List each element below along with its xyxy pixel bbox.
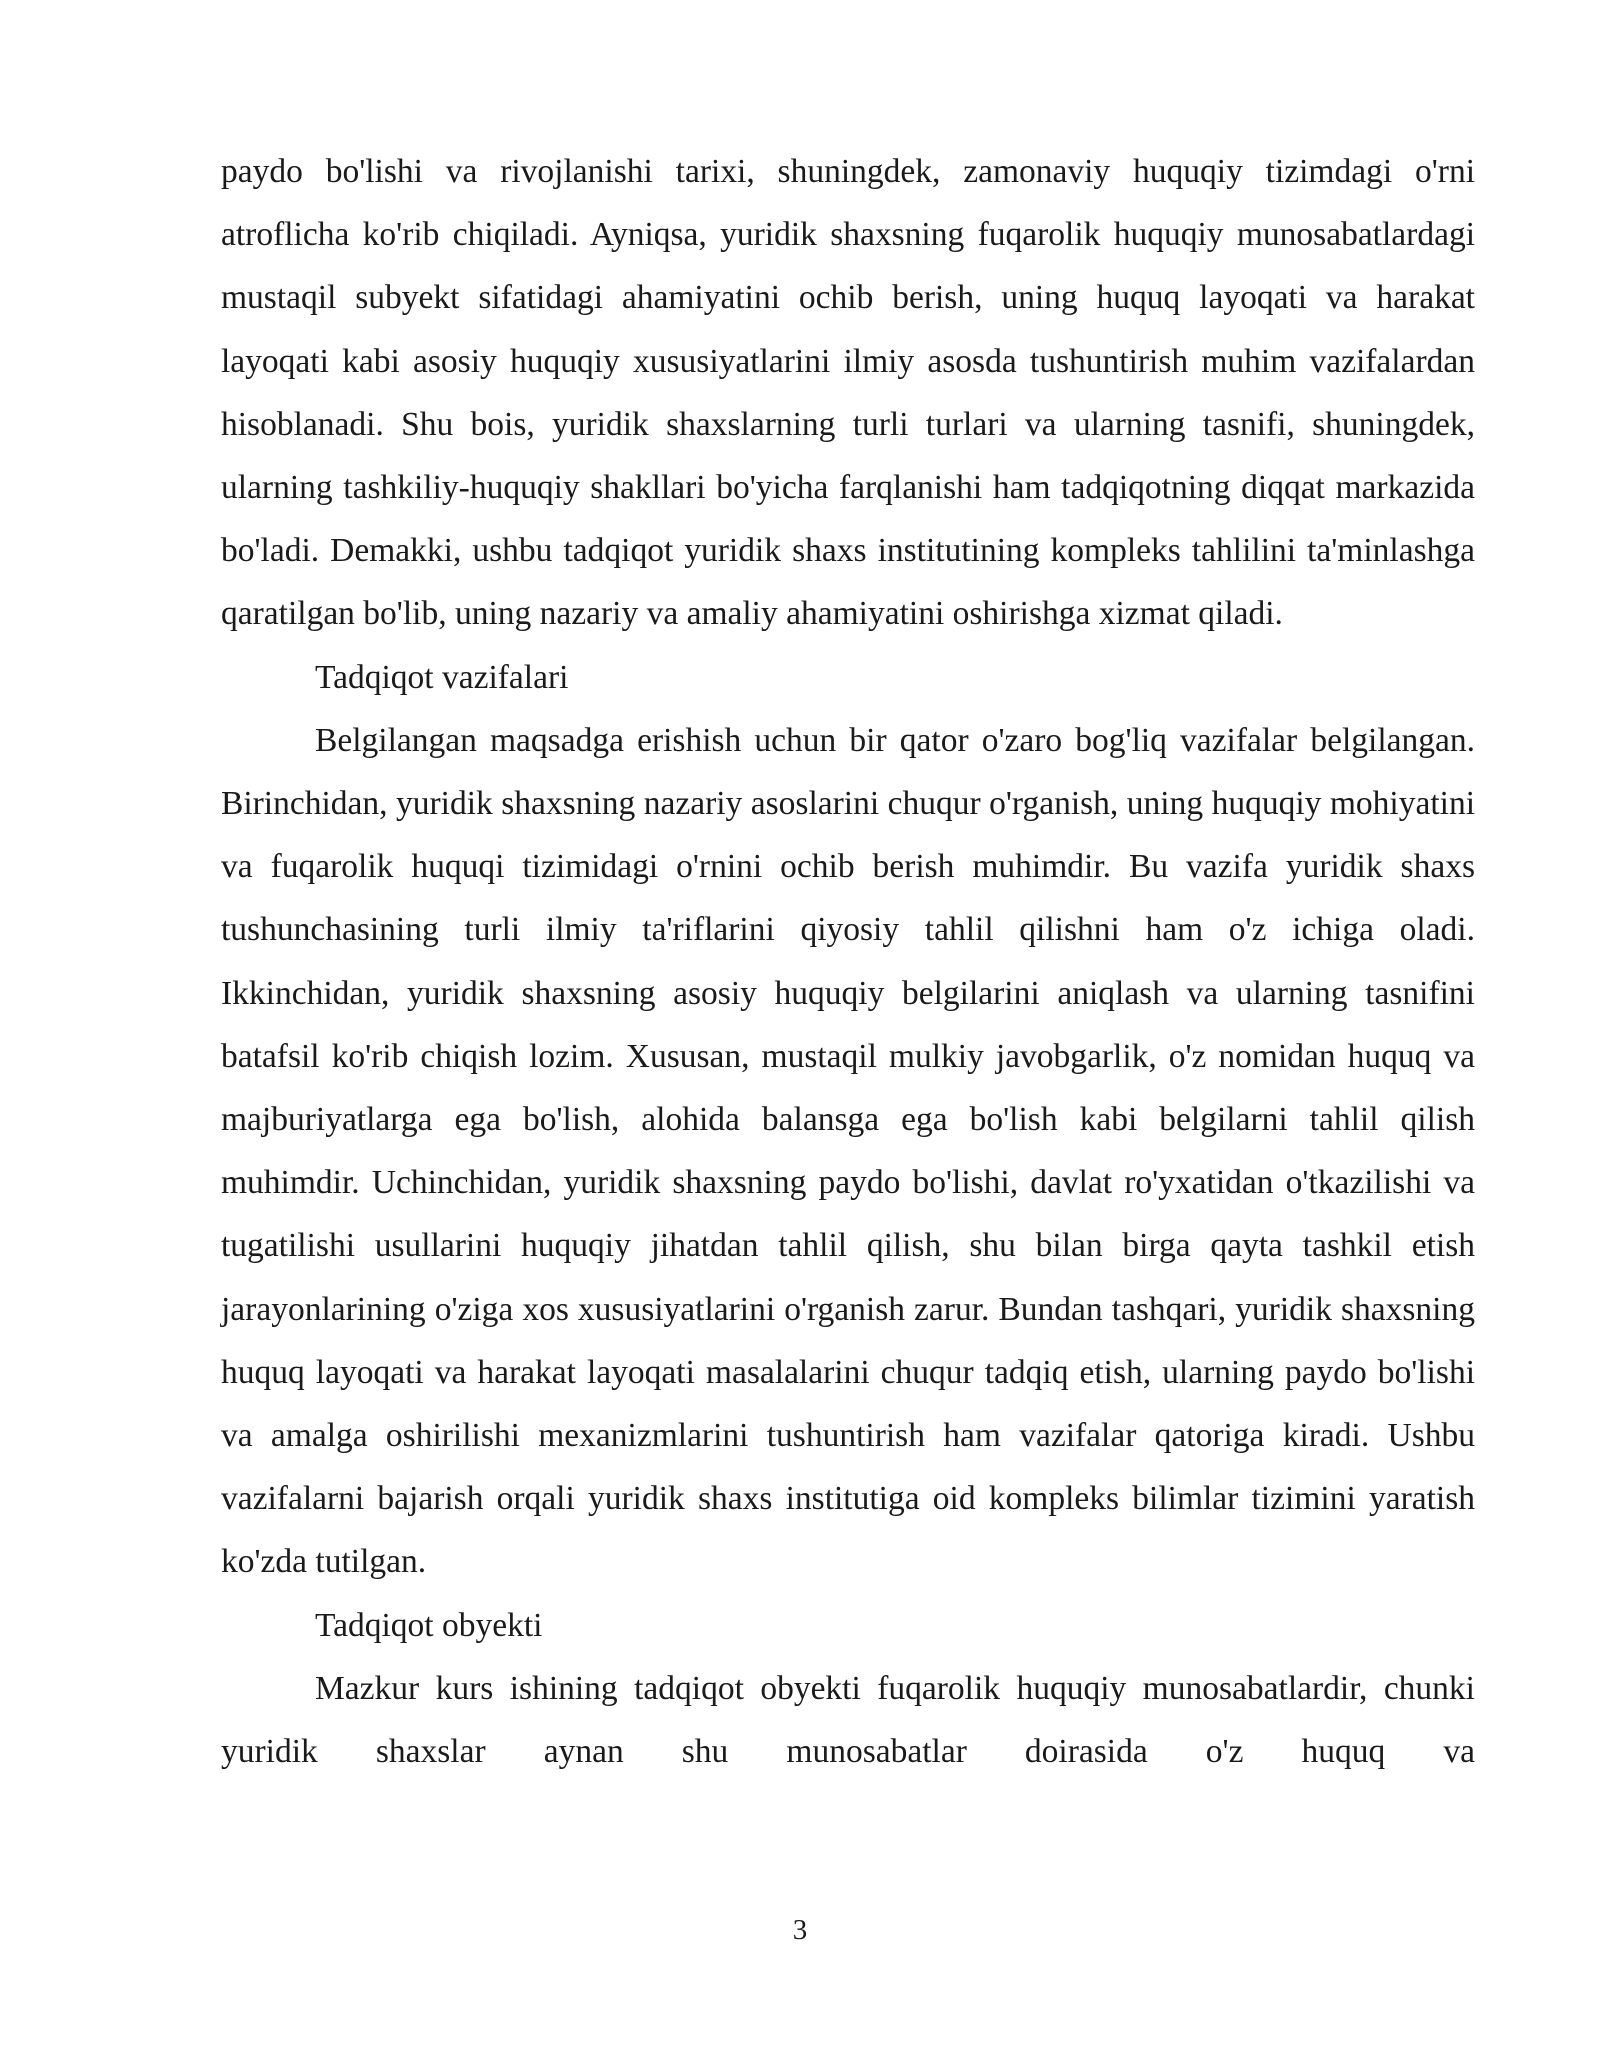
- paragraph-tasks: Belgilangan maqsadga erishish uchun bir qator o'zaro bog'liq vazifalar belgilangan. Birinchidan, yuridik shaxsning nazariy asoslarini chuqur o'rganish, uning huquqiy mohiyatini va fuqarolik huquqi tizimidagi o'rnini ochib berish muhimdir. Bu vazifa yuridik shaxs tushunchasining turli ilmiy ta'riflarini qiyosiy tahlil qilishni ham o'z ichiga oladi. Ikkinchidan, yuridik shaxsning asosiy huquqiy belgilarini aniqlash va ularning tasnifini batafsil ko'rib chiqish lozim. Xususan, mustaqil mulkiy javobgarlik, o'z nomidan huquq va majburiyatlarga ega bo'lish, alohida balansga ega bo'lish kabi belgilarni tahlil qilish muhimdir. Uchinchidan, yuridik shaxsning paydo bo'lishi, davlat ro'yxatidan o'tkazilishi va tugatilishi usullarini huquqiy jihatdan tahlil qilish, shu bilan birga qayta tashkil etish jarayonlarining o'ziga xos xususiyatlarini o'rganish zarur. Bundan tashqari, yuridik shaxsning huquq layoqati va harakat layoqati masalalarini chuqur tadqiq etish, ularning paydo bo'lishi va amalga oshirilishi mexanizmlarini tushuntirish ham vazifalar qatoriga kiradi. Ushbu vazifalarni bajarish orqali yuridik shaxs institutiga oid kompleks bilimlar tizimini yaratish ko'zda tutilgan.: [221, 721, 1475, 1581]
- section-heading-object: Tadqiqot obyekti: [315, 1606, 543, 1644]
- document-body: [221, 140, 1475, 1783]
- paragraph-object: Mazkur kurs ishining tadqiqot obyekti fuqarolik huquqiy munosabatlardir, chunki yuridik shaxslar aynan shu munosabatlar doirasida o'z huquq va: [221, 1669, 1475, 1771]
- paragraph-continuation: paydo bo'lishi va rivojlanishi tarixi, shuningdek, zamonaviy huquqiy tizimdagi o'rni atroflicha ko'rib chiqiladi. Ayniqsa, yuridik shaxsning fuqarolik huquqiy munosabatlardagi mustaqil subyekt sifatidagi ahamiyatini ochib berish, uning huquq layoqati va harakat layoqati kabi asosiy huquqiy xususiyatlarini ilmiy asosda tushuntirish muhim vazifalardan hisoblanadi. Shu bois, yuridik shaxslarning turli turlari va ularning tasnifi, shuningdek, ularning tashkiliy-huquqiy shakllari bo'yicha farqlanishi ham tadqiqotning diqqat markazida bo'ladi. Demakki, ushbu tadqiqot yuridik shaxs institutining kompleks tahlilini ta'minlashga qaratilgan bo'lib, uning nazariy va amaliy ahamiyatini oshirishga xizmat qiladi.: [221, 153, 1475, 633]
- page-number: 3: [792, 1914, 808, 1946]
- section-heading-tasks: Tadqiqot vazifalari: [315, 658, 569, 696]
